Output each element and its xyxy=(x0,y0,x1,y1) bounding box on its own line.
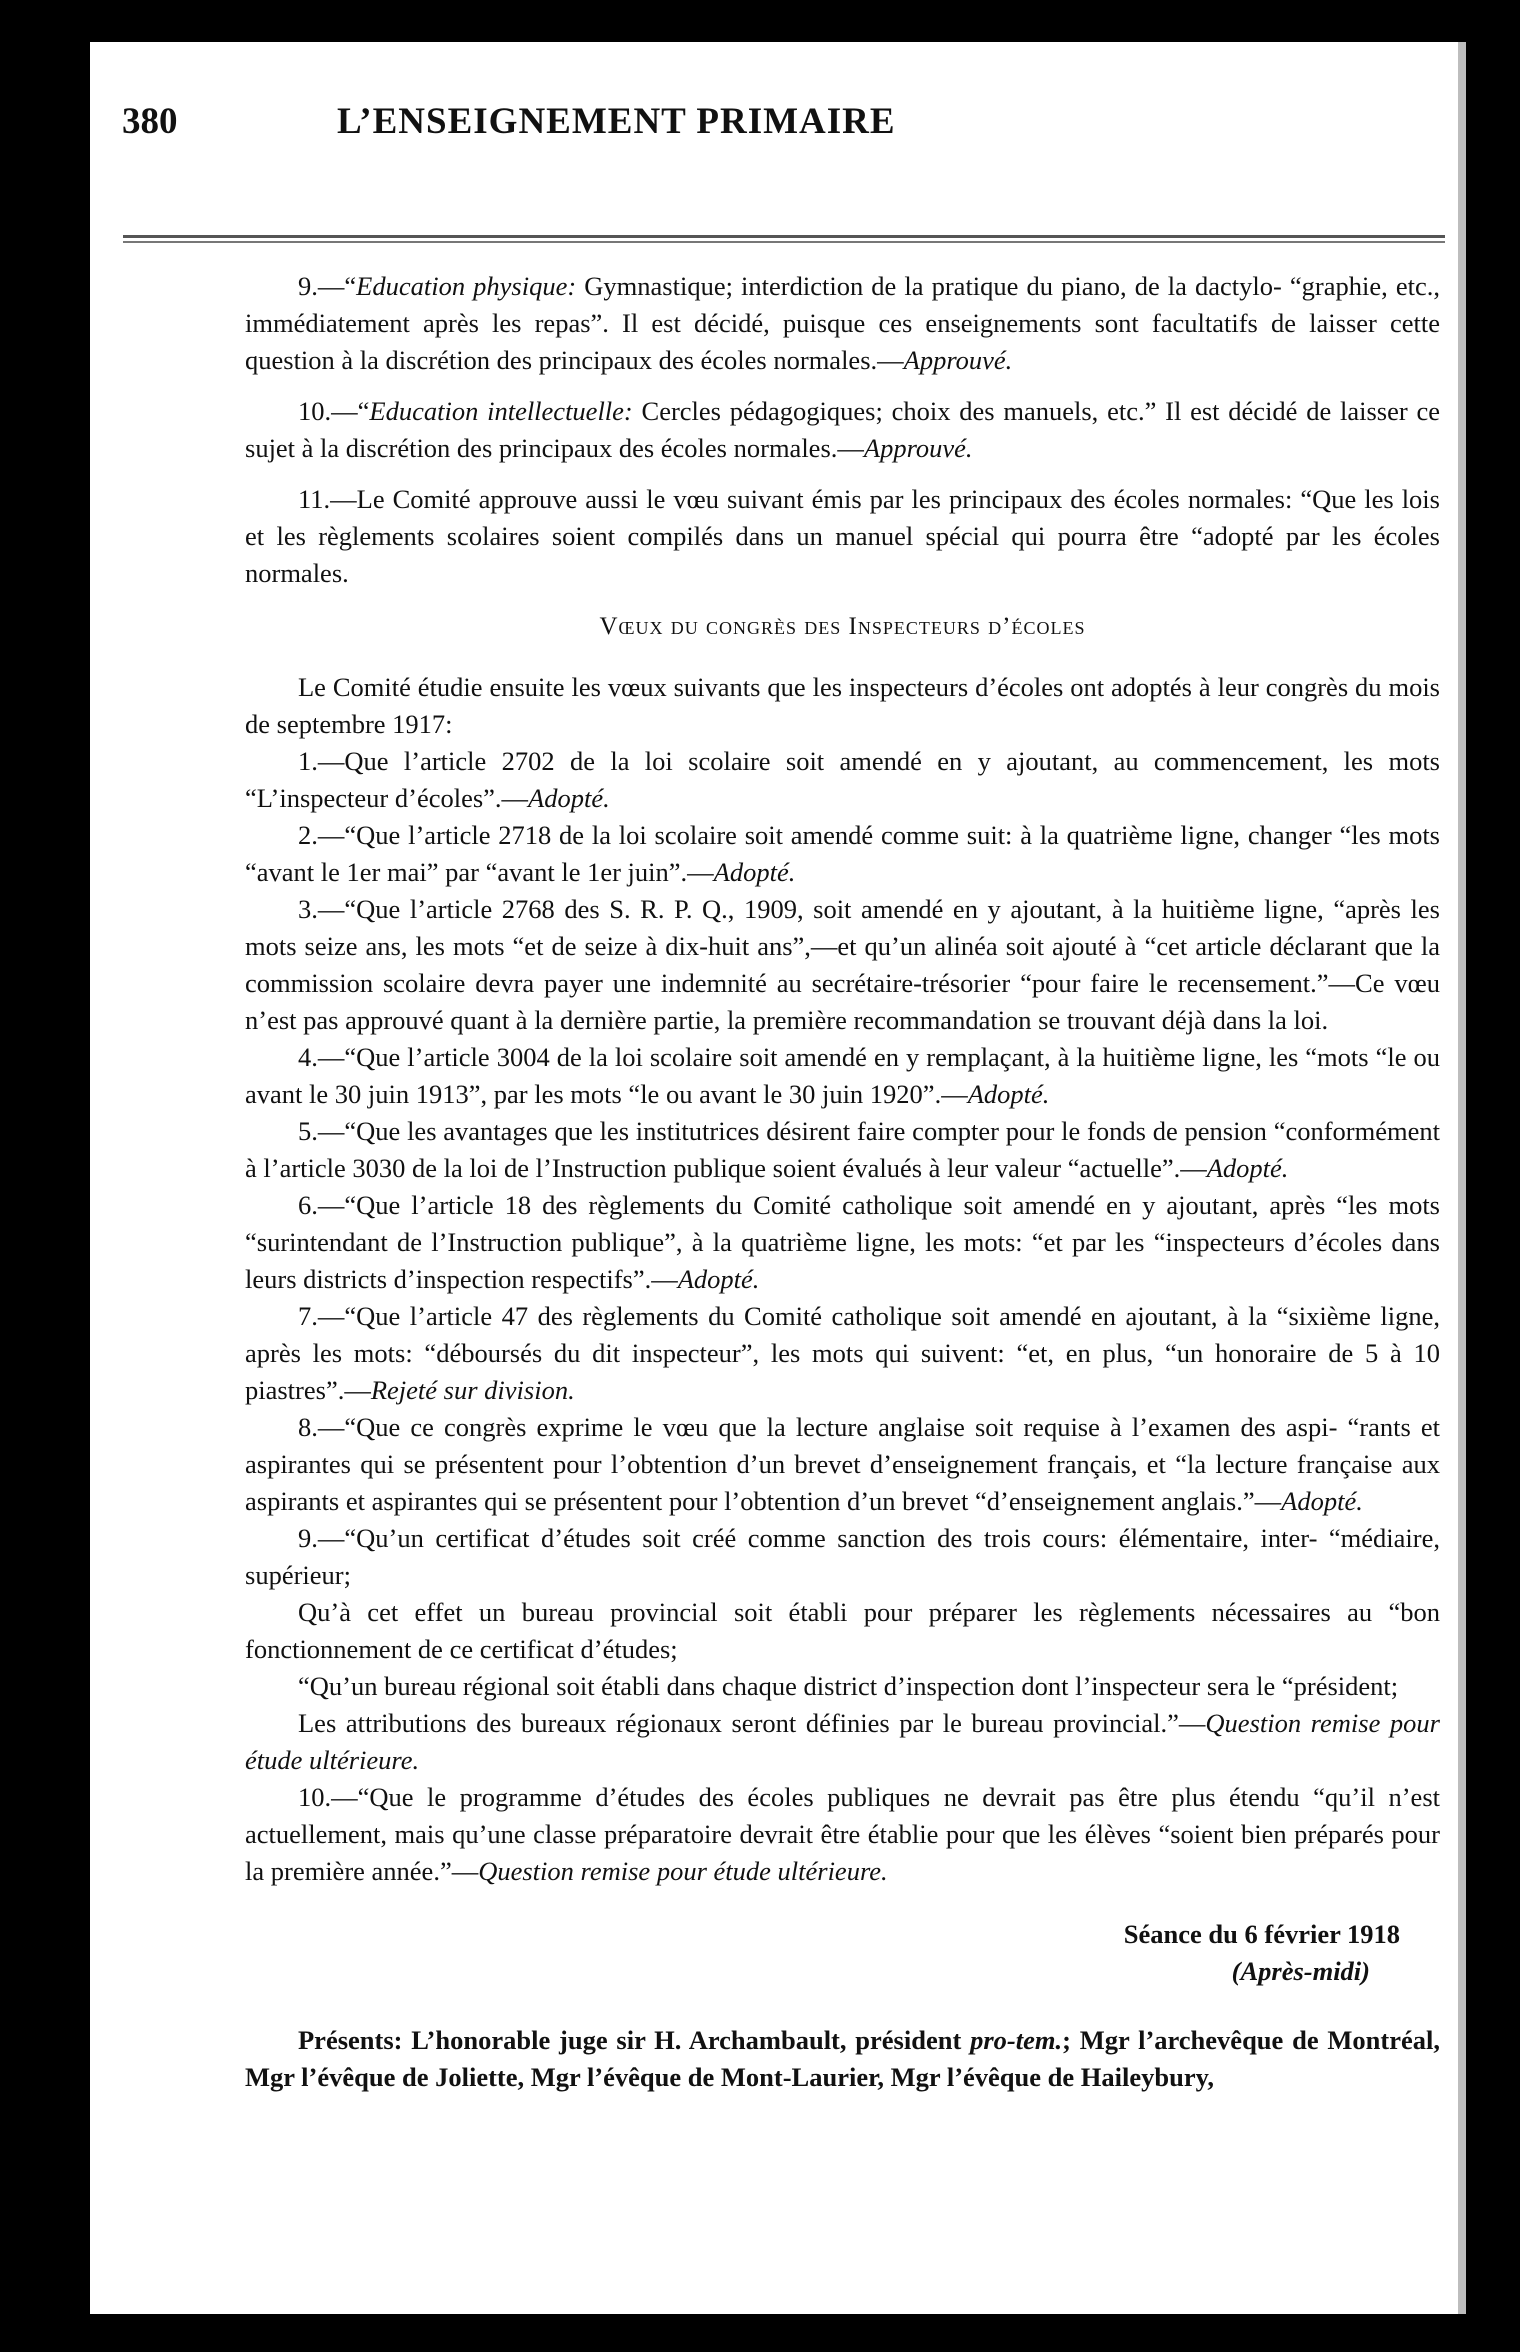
voeu-10-verdict: Question remise pour étude ultérieure. xyxy=(478,1856,888,1886)
header-rule xyxy=(123,235,1445,238)
item-9-topic: Education physique: xyxy=(356,271,577,301)
voeu-4 xyxy=(245,1039,1440,1113)
voeu-10-text: 10.—“Que le programme d’études des écoles publiques ne devrait pas être plus étendu “qu’il n’est actuellement, mais qu’une classe préparatoire devrait être établie pour que les élèves “soient bien préparés pour la première année.”— xyxy=(245,1782,1440,1886)
voeu-9-verdict: Question remise pour étude ultérieure. xyxy=(245,1708,1440,1775)
voeu-7 xyxy=(245,1298,1440,1409)
voeu-2-text: 2.—“Que l’article 2718 de la loi scolaire soit amendé comme suit: à la quatrième ligne, changer “les mots “avant le 1er mai” par “avant le 1er juin”.— xyxy=(245,820,1440,887)
voeu-5-text: 5.—“Que les avantages que les institutrices désirent faire compter pour le fonds de pension “conformément à l’article 3030 de la loi de l’Instruction publique soient évalués à leur valeur “actuelle”.— xyxy=(245,1116,1440,1183)
item-10-number: 10.—“ xyxy=(298,396,370,426)
voeu-9-part-3: “Qu’un bureau régional soit établi dans chaque district d’inspection dont l’inspecteur sera le “président; xyxy=(298,1671,1399,1701)
voeu-4-text: 4.—“Que l’article 3004 de la loi scolaire soit amendé en y remplaçant, à la huitième ligne, les “mots “le ou avant le 30 juin 1913”, par les mots “le ou avant le 30 juin 1920”.— xyxy=(245,1042,1440,1109)
section-heading: Vœux du congrès des Inspecteurs d’écoles xyxy=(599,613,1086,640)
attendees-label: Présents: xyxy=(298,2025,403,2055)
voeu-1-verdict: Adopté. xyxy=(528,783,610,813)
voeu-7-verdict: Rejeté sur division. xyxy=(370,1375,575,1405)
voeu-4-verdict: Adopté. xyxy=(967,1079,1050,1109)
page-body xyxy=(245,268,1440,2096)
item-10 xyxy=(245,393,1440,467)
item-11: 11.—Le Comité approuve aussi le vœu suivant émis par les principaux des écoles normales: “Que les lois et les règlements scolaires soient compilés dans un manuel spécial qui pourra être “adopté par les écoles normales. xyxy=(245,484,1440,588)
voeu-9-part-4-text: Les attributions des bureaux régionaux seront définies par le bureau provincial.”— xyxy=(298,1708,1206,1738)
voeu-8 xyxy=(245,1409,1440,1520)
voeu-6 xyxy=(245,1187,1440,1298)
session-title: Séance du 6 février 1918 xyxy=(1123,1919,1400,1949)
attendees-text: L’honorable juge sir H. Archambault, président xyxy=(402,2025,971,2055)
voeu-9-part-2: Qu’à cet effet un bureau provincial soit établi pour préparer les règlements nécessaires au “bon fonctionnement de ce certificat d’études; xyxy=(245,1597,1440,1664)
attendees-pro-tem: pro-tem. xyxy=(970,2025,1063,2055)
item-9-verdict: Approuvé. xyxy=(903,345,1013,375)
item-9 xyxy=(245,268,1440,379)
voeu-9-part-4 xyxy=(245,1705,1440,1779)
item-10-topic: Education intellectuelle: xyxy=(369,396,633,426)
voeu-7-text: 7.—“Que l’article 47 des règlements du Comité catholique soit amendé en ajoutant, à la “sixième ligne, après les mots: “déboursés du dit inspecteur”, les mots qui suivent: “et, en plus, “un honoraire de 5 à 10 piastres”.— xyxy=(245,1301,1440,1405)
voeu-6-verdict: Adopté. xyxy=(677,1264,760,1294)
voeu-1-text: 1.—Que l’article 2702 de la loi scolaire soit amendé en y ajoutant, au commencement, les mots “L’inspecteur d’écoles”.— xyxy=(245,746,1440,813)
voeu-1 xyxy=(245,743,1440,817)
running-title: L’ENSEIGNEMENT PRIMAIRE xyxy=(337,101,896,142)
voeu-3: 3.—“Que l’article 2768 des S. R. P. Q., 1909, soit amendé en y ajoutant, à la huitième ligne, “après les mots seize ans, les mots “et de seize à dix-huit ans”,—et qu’un alinéa soit ajouté à “cet article déclarant que la commission scolaire devra payer une indemnité au secrétaire-trésorier “pour faire le recensement.”—Ce vœu n’est pas approuvé quant à la dernière partie, la première recommandation se trouvant déjà dans la loi. xyxy=(245,894,1440,1035)
voeu-2 xyxy=(245,817,1440,891)
item-9-text: Gymnastique; interdiction de la pratique du piano, de la dactylo- “graphie, etc., immédiatement après les repas”. Il est décidé, puisque ces enseignements sont facultatifs de laisser cette question à la discrétion des principaux des écoles normales.— xyxy=(245,271,1440,375)
congress-intro: Le Comité étudie ensuite les vœux suivants que les inspecteurs d’écoles ont adoptés à leur congrès du mois de septembre 1917: xyxy=(245,672,1440,739)
voeu-8-verdict: Adopté. xyxy=(1281,1486,1363,1516)
item-9-number: 9.—“ xyxy=(298,271,357,301)
item-10-verdict: Approuvé. xyxy=(863,433,973,463)
header-rule-secondary xyxy=(123,241,1445,243)
session-subtitle: (Après-midi) xyxy=(1231,1956,1370,1986)
voeu-10 xyxy=(245,1779,1440,1890)
attendees-rest: ; Mgr l’archevêque de Montréal, Mgr l’évêque de Joliette, Mgr l’évêque de Mont-Laurier, Mgr l’évêque de Haileybury, xyxy=(245,2025,1440,2092)
voeu-5-verdict: Adopté. xyxy=(1206,1153,1289,1183)
voeu-6-text: 6.—“Que l’article 18 des règlements du Comité catholique soit amendé en y ajoutant, après “les mots “surintendant de l’Instruction publique”, à la quatrième ligne, les mots: “et par les “inspecteurs d’écoles dans leurs districts d’inspection respectifs”.— xyxy=(245,1190,1440,1294)
voeu-8-text: 8.—“Que ce congrès exprime le vœu que la lecture anglaise soit requise à l’examen des aspi- “rants et aspirantes qui se présentent pour l’obtention d’un brevet d’enseignement français, et “la lecture française aux aspirants et aspirantes qui se présentent pour l’obtention d’un brevet “d’enseignement anglais.”— xyxy=(245,1412,1440,1516)
scan-edge xyxy=(1458,42,1466,2314)
attendees xyxy=(245,2022,1440,2096)
page-number: 380 xyxy=(122,101,178,142)
voeu-2-verdict: Adopté. xyxy=(713,857,796,887)
voeu-5 xyxy=(245,1113,1440,1187)
item-10-text: Cercles pédagogiques; choix des manuels, etc.” Il est décidé de laisser ce sujet à la discrétion des principaux des écoles normales.— xyxy=(245,396,1440,463)
voeu-9-part-1: 9.—“Qu’un certificat d’études soit créé comme sanction des trois cours: élémentaire, inter- “médiaire, supérieur; xyxy=(245,1523,1440,1590)
page-header xyxy=(122,100,1167,180)
